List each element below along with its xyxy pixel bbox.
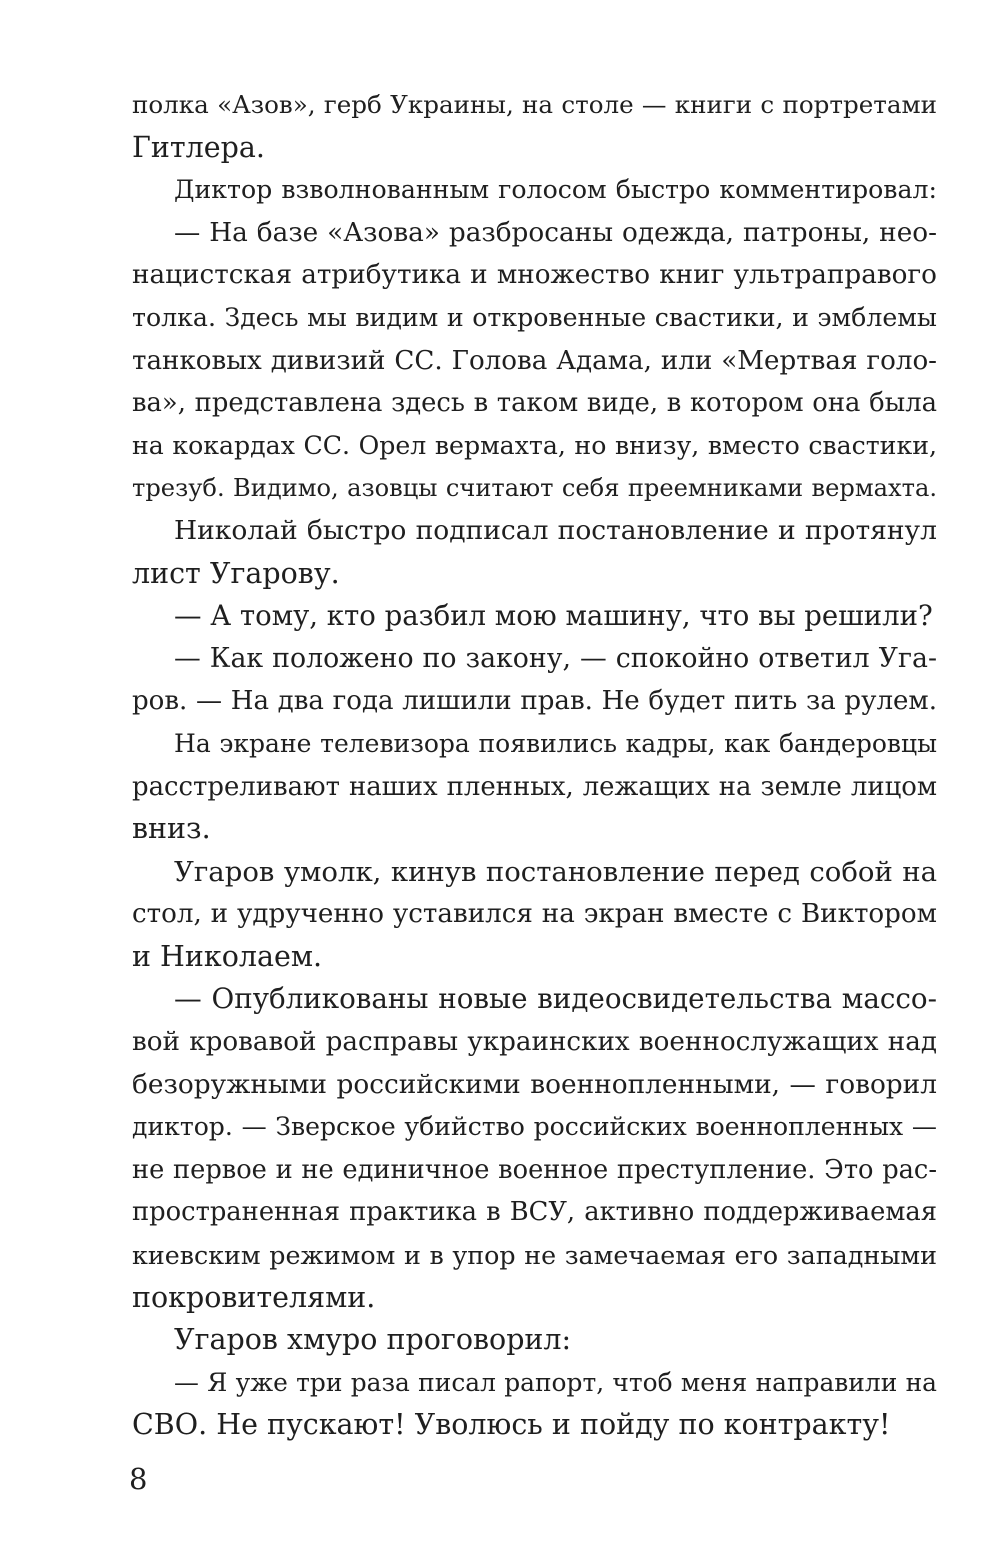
text-line: — На базе «Азова» разбросаны одежда, патроны, нео- — [174, 217, 937, 248]
text-line: расстреливают наших пленных, лежащих на земле лицом — [132, 771, 937, 802]
text-line: — А тому, кто разбил мою машину, что вы решили? — [174, 600, 933, 633]
text-line: На экране телевизора появились кадры, как бандеровцы — [174, 728, 937, 758]
text-line: диктор. — Зверское убийство российских военнопленных — — [132, 1112, 937, 1142]
text-line: — Я уже три раза писал рапорт, чтоб меня направили на — [174, 1367, 937, 1397]
text-line: Угаров хмуро проговорил: — [174, 1323, 572, 1357]
text-line: Угаров умолк, кинув постановление перед собой на — [174, 855, 937, 888]
text-line: безоружными российскими военнопленными, — говорил — [132, 1069, 937, 1100]
text-line: Диктор взволнованным голосом быстро комментировал: — [174, 175, 937, 205]
text-line: СВО. Не пускают! Уволюсь и пойду по контракту! — [132, 1408, 891, 1442]
text-line: ва», представлена здесь в таком виде, в котором она была — [132, 388, 937, 419]
text-line: толка. Здесь мы видим и откровенные свастики, и эмблемы — [132, 302, 937, 332]
text-line: не первое и не единичное военное преступление. Это рас- — [132, 1154, 937, 1185]
text-line: пространенная практика в ВСУ, активно поддерживаемая — [132, 1197, 937, 1228]
text-line: и Николаем. — [132, 939, 323, 973]
page-number: 8 — [129, 1462, 148, 1496]
text-line: стол, и удрученно уставился на экран вместе с Виктором — [132, 899, 937, 930]
text-line: вниз. — [132, 812, 211, 846]
text-line: Николай быстро подписал постановление и протянул — [174, 514, 937, 546]
text-line: — Как положено по закону, — спокойно ответил Уга- — [174, 642, 937, 674]
text-line: покровителями. — [132, 1280, 376, 1314]
text-line: лист Угарову. — [132, 556, 340, 590]
text-line: киевским режимом и в упор не замечаемая его западными — [132, 1240, 937, 1271]
text-line: танковых дивизий СС. Голова Адама, или «Мертвая голо- — [132, 345, 937, 376]
text-line: ров. — На два года лишили прав. Не будет пить за рулем. — [132, 686, 937, 717]
body-text — [132, 84, 937, 1447]
text-line: на кокардах СС. Орел вермахта, но внизу, вместо свастики, — [132, 430, 937, 460]
text-line: вой кровавой расправы украинских военнослужащих над — [132, 1027, 937, 1058]
text-line: нацистская атрибутика и множество книг ультраправого — [132, 260, 937, 291]
text-line: полка «Азов», герб Украины, на столе — книги с портретами — [132, 90, 937, 119]
text-line: трезуб. Видимо, азовцы считают себя преемниками вермахта. — [132, 474, 937, 503]
text-line: — Опубликованы новые видеосвидетельства массо- — [174, 982, 937, 1016]
text-line: Гитлера. — [132, 130, 265, 164]
